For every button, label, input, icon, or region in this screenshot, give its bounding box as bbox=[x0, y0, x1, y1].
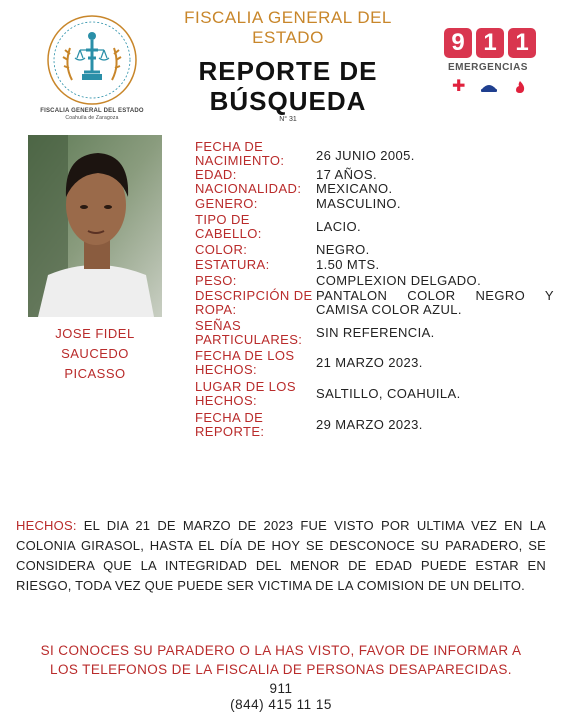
field-value-clothing-2: CAMISA COLOR AZUL. bbox=[316, 302, 462, 317]
field-value-color: NEGRO. bbox=[316, 242, 370, 257]
report-number: N° 31 bbox=[279, 116, 297, 123]
page-title-line2: BÚSQUEDA bbox=[209, 86, 367, 116]
digit-1a: 1 bbox=[483, 29, 497, 56]
appeal-text: SI CONOCES SU PARADERO O LA HAS VISTO, FAVOR DE INFORMAR A bbox=[40, 643, 522, 658]
digit-9: 9 bbox=[451, 29, 465, 56]
emergency-phone: 911 bbox=[269, 681, 293, 696]
person-name-line2: SAUCEDO bbox=[61, 346, 129, 361]
field-value-birth-date: 26 JUNIO 2005. bbox=[316, 148, 415, 163]
field-label-marks: SEÑAS bbox=[195, 318, 242, 333]
justice-seal-icon bbox=[42, 10, 142, 110]
field-label-age: EDAD: bbox=[195, 167, 237, 182]
field-label-report-date-2: REPORTE: bbox=[195, 424, 265, 439]
facts-text: EL DIA 21 DE MARZO DE 2023 FUE VISTO POR ULTIMA VEZ EN LA COLONIA GIRASOL, HASTA EL DÍA DE HOY SE DESCONOCE SU PARADERO, SE CONSIDERA QUE LA INTEGRIDAD DEL MENOR DE EDAD PUEDE ESTAR EN RIESGO, TODA VEZ QUE PUEDE SER VICTIMA DE LA COMISION DE UN DELITO. bbox=[16, 518, 547, 593]
person-name-line3: PICASSO bbox=[64, 366, 126, 381]
agency-name-line2: ESTADO bbox=[252, 28, 324, 47]
field-label-event-date-2: HECHOS: bbox=[195, 362, 258, 377]
field-label-hair-2: CABELLO: bbox=[195, 226, 262, 241]
contact-phone: (844) 415 11 15 bbox=[230, 697, 332, 712]
field-label-gender: GENERO: bbox=[195, 196, 258, 211]
appeal-text-line2: LOS TELEFONOS DE LA FISCALIA DE PERSONAS DESAPARECIDAS. bbox=[50, 662, 512, 677]
field-value-height: 1.50 MTS. bbox=[316, 257, 380, 272]
field-value-age: 17 AÑOS. bbox=[316, 167, 378, 182]
field-value-event-place: SALTILLO, COAHUILA. bbox=[316, 386, 461, 401]
field-value-report-date: 29 MARZO 2023. bbox=[316, 417, 423, 432]
facts-label: HECHOS: bbox=[16, 518, 77, 533]
field-label-nationality: NACIONALIDAD: bbox=[195, 181, 302, 196]
field-label-report-date: FECHA DE bbox=[195, 410, 264, 425]
police-cap-icon bbox=[480, 80, 498, 94]
field-value-weight: COMPLEXION DELGADO. bbox=[316, 273, 482, 288]
field-label-event-place-2: HECHOS: bbox=[195, 393, 258, 408]
field-label-clothing-2: ROPA: bbox=[195, 302, 237, 317]
field-label-clothing: DESCRIPCIÓN DE bbox=[195, 288, 313, 303]
field-label-height: ESTATURA: bbox=[195, 257, 270, 272]
emergencias-label: EMERGENCIAS bbox=[448, 62, 528, 73]
facts-paragraph bbox=[16, 516, 546, 596]
field-value-marks: SIN REFERENCIA. bbox=[316, 325, 435, 340]
field-label-event-date: FECHA DE LOS bbox=[195, 348, 295, 363]
field-value-hair: LACIO. bbox=[316, 219, 362, 234]
field-label-birth-date-2: NACIMIENTO: bbox=[195, 153, 285, 168]
seal-subcaption: Coahuila de Zaragoza bbox=[65, 115, 119, 121]
red-cross-icon: ✚ bbox=[452, 78, 466, 95]
field-label-weight: PESO: bbox=[195, 273, 237, 288]
field-value-clothing: PANTALON COLOR NEGRO Y bbox=[316, 288, 554, 303]
page-title: REPORTE DE bbox=[198, 56, 378, 86]
field-value-gender: MASCULINO. bbox=[316, 196, 401, 211]
fire-icon bbox=[512, 80, 528, 94]
field-value-nationality: MEXICANO. bbox=[316, 181, 393, 196]
field-label-birth-date: FECHA DE bbox=[195, 139, 264, 154]
digit-1b: 1 bbox=[515, 29, 529, 56]
seal-caption: FISCALIA GENERAL DEL ESTADO bbox=[40, 108, 144, 114]
agency-name: FISCALIA GENERAL DEL bbox=[184, 8, 392, 27]
field-label-color: COLOR: bbox=[195, 242, 248, 257]
field-label-marks-2: PARTICULARES: bbox=[195, 332, 303, 347]
missing-person-photo bbox=[28, 135, 162, 317]
person-name: JOSE FIDEL bbox=[55, 326, 135, 341]
field-label-hair: TIPO DE bbox=[195, 212, 250, 227]
field-label-event-place: LUGAR DE LOS bbox=[195, 379, 296, 394]
field-value-event-date: 21 MARZO 2023. bbox=[316, 355, 423, 370]
